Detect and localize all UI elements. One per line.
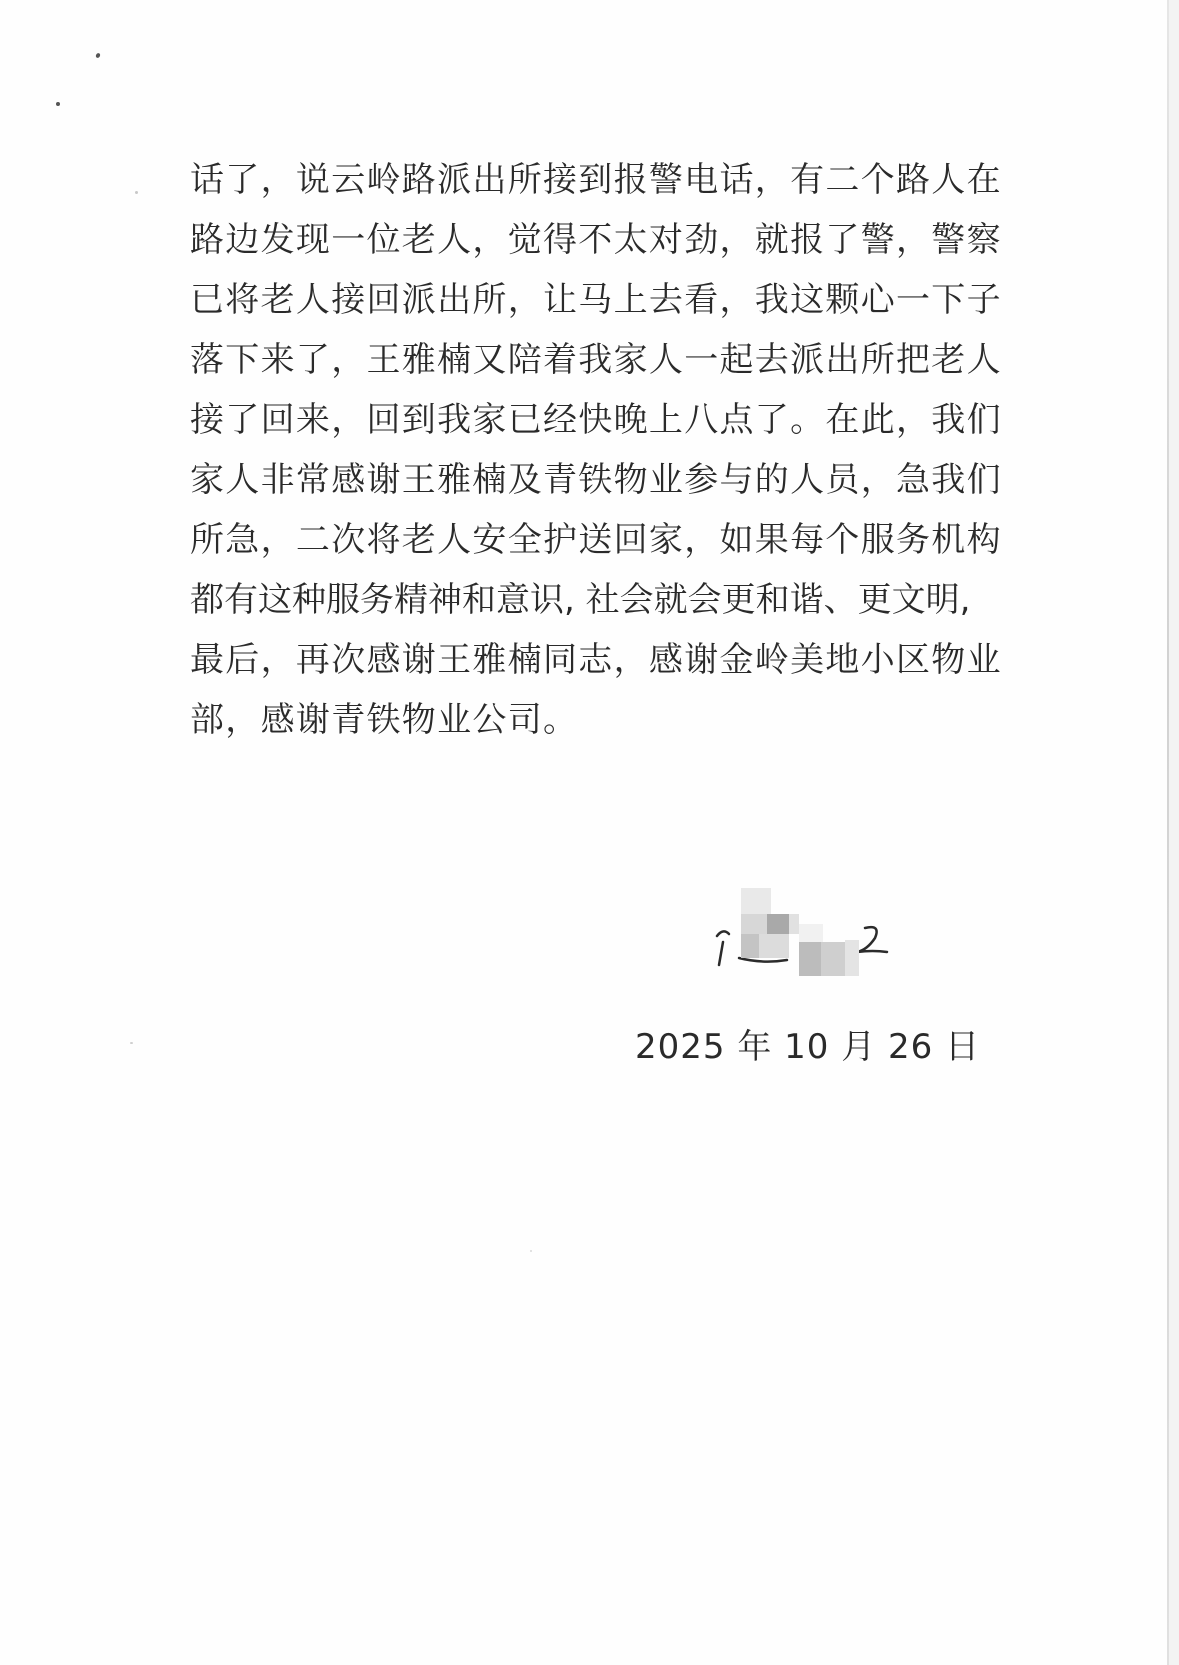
signature-mosaic (715, 880, 895, 990)
page-edge (1167, 0, 1169, 1665)
letter-line: 所急，二次将老人安全护送回家，如果每个服务机构 (190, 520, 1002, 560)
mosaic-block (799, 924, 823, 942)
mosaic-block (741, 914, 767, 934)
scan-speck (130, 1042, 133, 1044)
letter-line: 最后，再次感谢王雅楠同志，感谢金岭美地小区物业 (190, 640, 1002, 680)
signature-stroke (717, 931, 729, 936)
signature-stroke (739, 958, 787, 962)
letter-line: 已将老人接回派出所，让马上去看，我这颗心一下子 (190, 280, 1002, 320)
scan-speck (530, 1250, 532, 1252)
scan-speck (135, 191, 138, 194)
letter-line: 落下来了，王雅楠又陪着我家人一起去派出所把老人 (190, 340, 1002, 380)
scan-speck (95, 52, 101, 58)
mosaic-block (741, 934, 759, 958)
mosaic-block (741, 888, 771, 914)
letter-line: 话了，说云岭路派出所接到报警电话，有二个路人在 (190, 160, 1002, 200)
mosaic-block (789, 914, 799, 934)
mosaic-block (845, 940, 859, 976)
letter-line: 家人非常感谢王雅楠及青铁物业参与的人员，急我们 (190, 460, 1002, 500)
letter-line: 路边发现一位老人，觉得不太对劲，就报了警，警察 (190, 220, 1002, 260)
signature-stroke (719, 942, 723, 965)
mosaic-block (759, 934, 789, 958)
page-shadow (1169, 0, 1179, 1665)
letter-line: 部，感谢青铁物业公司。 (190, 700, 579, 740)
letter-body (190, 150, 1020, 750)
letter-line: 都有这种服务精神和意识, 社会就会更和谐、更文明, (190, 580, 971, 620)
mosaic-block (799, 942, 821, 976)
mosaic-block (767, 914, 789, 934)
mosaic-block (821, 942, 845, 976)
signature-stroke (857, 927, 887, 952)
letter-date: 2025 年 10 月 26 日 (635, 1027, 981, 1067)
letter-line: 接了回来，回到我家已经快晚上八点了。在此，我们 (190, 400, 1002, 440)
scan-speck (56, 102, 60, 106)
